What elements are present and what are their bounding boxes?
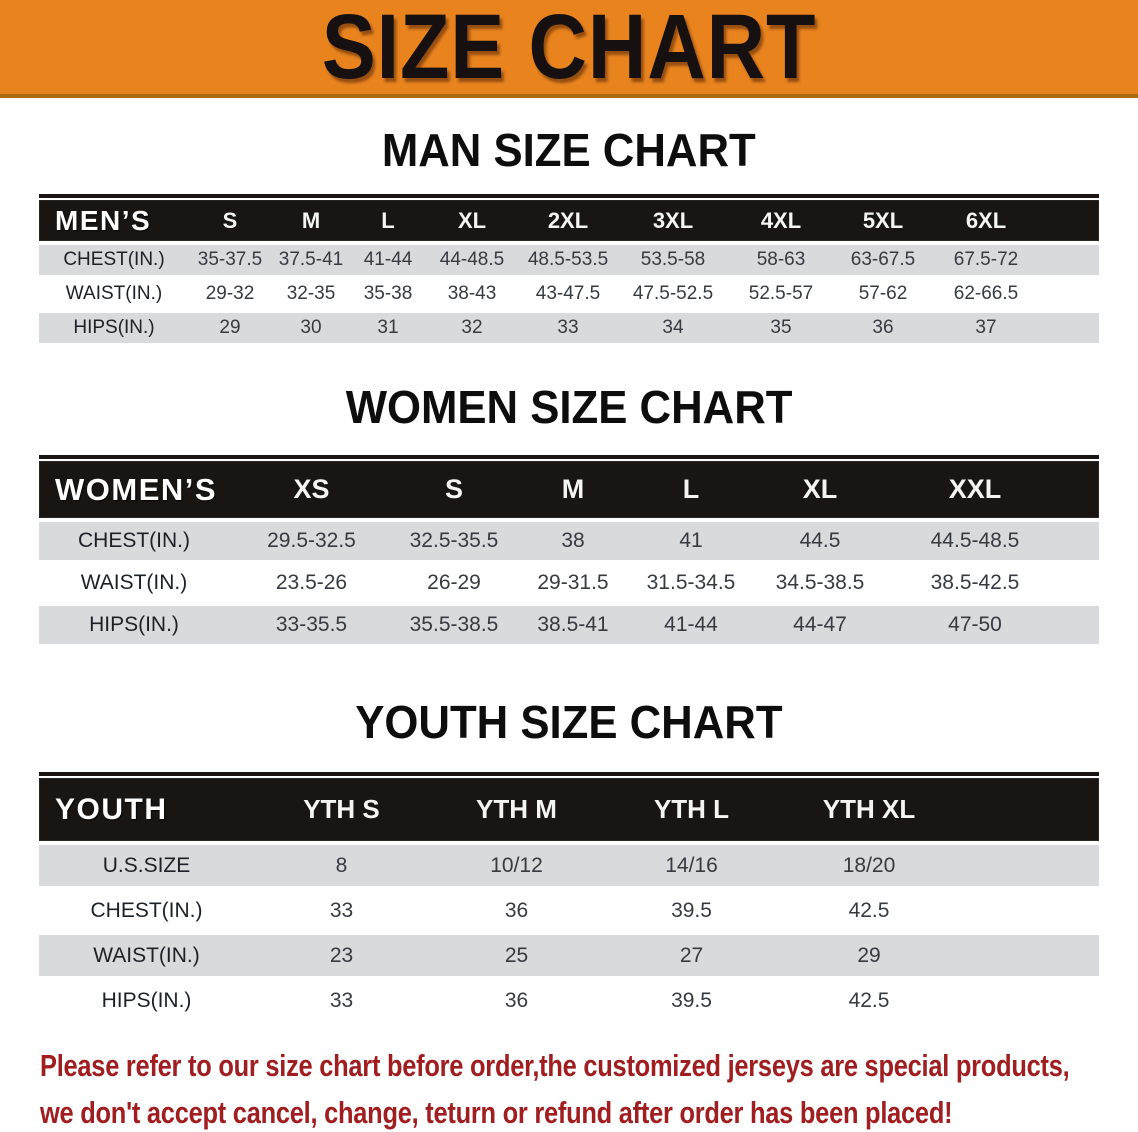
size-column-header: XL [802,474,838,504]
table-cell: 41-44 [363,249,413,270]
table-cell: 43-47.5 [535,283,601,304]
size-column-header: 3XL [652,207,694,233]
table-cell: 41 [679,529,703,552]
table-header-label: YOUTH [55,792,168,826]
size-column-header: 2XL [547,207,589,233]
table-cell: 36 [504,898,529,922]
disclaimer-line-1-text: Please refer to our size chart before order,the customized jerseys are special products, [40,1048,1070,1083]
table-cell: 25 [504,943,529,967]
size-column-header: YTH XL [822,794,916,824]
table-cell: 52.5-57 [748,283,814,304]
table-cell: 53.5-58 [640,249,706,270]
youth-size-chart-section [0,698,1138,1021]
youth-chart-heading [0,698,1138,746]
row-label: HIPS(IN.) [101,988,192,1012]
table-cell: 31 [377,317,399,338]
table-cell: 44.5 [799,529,841,552]
table-cell: 44-47 [793,613,847,636]
table-cell: 32-35 [286,283,336,304]
size-column-header: M [561,474,585,504]
size-column-header: YTH S [303,794,380,824]
size-column-header: S [444,474,463,504]
size-table-header-row [39,461,1099,518]
table-cell: 33 [329,898,354,922]
table-cell: 27 [679,943,704,967]
size-column-header: S [222,207,238,233]
size-column-header: M [301,207,321,233]
table-cell: 34 [662,317,684,338]
disclaimer-line-1 [40,1045,1138,1092]
table-cell: 44.5-48.5 [930,529,1020,552]
table-row [39,890,1099,931]
table-row [39,935,1099,976]
table-cell: 34.5-38.5 [775,571,865,594]
youth-size-table [39,772,1099,1021]
table-cell: 33 [329,988,354,1012]
table-cell: 31.5-34.5 [646,571,736,594]
men-chart-heading-text: MAN SIZE CHART [382,124,756,176]
table-row [39,564,1099,602]
table-cell: 57-62 [858,283,908,304]
men-chart-heading [0,126,1138,174]
table-cell: 8 [335,853,348,877]
table-row [39,313,1099,343]
table-cell: 42.5 [848,988,890,1012]
table-cell: 23.5-26 [275,571,348,594]
row-label: WAIST(IN.) [65,283,163,304]
row-label: U.S.SIZE [102,853,191,877]
table-cell: 29 [857,943,881,967]
table-cell: 10/12 [490,853,543,877]
table-cell: 41-44 [664,613,718,636]
table-cell: 38 [561,529,585,552]
table-cell: 47-50 [948,613,1002,636]
men-size-table [39,194,1099,343]
table-cell: 38.5-42.5 [930,571,1020,594]
table-row [39,245,1099,275]
table-cell: 37 [975,317,997,338]
table-cell: 30 [300,317,322,338]
table-cell: 35 [770,317,792,338]
size-column-header: 5XL [862,207,904,233]
size-column-header: YTH M [476,794,557,824]
table-cell: 33-35.5 [275,613,348,636]
women-size-chart-section [0,383,1138,644]
table-cell: 38-43 [447,283,497,304]
table-cell: 62-66.5 [953,283,1019,304]
table-cell: 42.5 [848,898,890,922]
size-column-header: 4XL [760,207,802,233]
table-cell: 14/16 [665,853,718,877]
women-chart-heading [0,383,1138,431]
row-label: CHEST(IN.) [90,898,203,922]
table-cell: 63-67.5 [850,249,916,270]
table-row [39,606,1099,644]
table-cell: 37.5-41 [278,249,344,270]
table-cell: 36 [872,317,894,338]
table-cell: 39.5 [671,898,712,922]
disclaimer-text [0,1045,1138,1132]
table-cell: 35.5-38.5 [409,613,499,636]
banner-title: SIZE CHART [321,0,817,98]
table-cell: 29-32 [205,283,255,304]
size-table-header-row [39,200,1099,241]
table-row [39,980,1099,1021]
youth-chart-heading-text: YOUTH SIZE CHART [355,696,783,748]
table-cell: 36 [504,988,529,1012]
table-cell: 48.5-53.5 [527,249,609,270]
table-header-label: MEN’S [55,204,152,236]
row-label: CHEST(IN.) [78,529,190,552]
table-cell: 32.5-35.5 [409,529,499,552]
table-cell: 29.5-32.5 [267,529,356,552]
size-column-header: L [381,207,395,233]
table-cell: 23 [329,943,354,967]
table-cell: 29-31.5 [537,571,609,594]
row-label: WAIST(IN.) [80,571,188,594]
table-cell: 38.5-41 [537,613,609,636]
row-label: WAIST(IN.) [93,943,200,967]
table-cell: 35-37.5 [197,249,263,270]
table-cell: 18/20 [842,853,896,877]
table-cell: 67.5-72 [953,249,1019,270]
disclaimer-line-2 [40,1092,1138,1132]
size-column-header: L [682,474,700,504]
size-chart-banner [0,0,1138,98]
table-header-label: WOMEN’S [55,471,218,507]
table-row [39,522,1099,560]
table-cell: 58-63 [756,249,806,270]
table-cell: 33 [557,317,579,338]
row-label: CHEST(IN.) [63,249,165,270]
size-column-header: XXL [948,474,1002,504]
table-cell: 29 [219,317,241,338]
women-size-table [39,455,1099,644]
table-cell: 32 [461,317,483,338]
men-size-chart-section [0,126,1138,343]
table-row [39,279,1099,309]
size-table-header-row [39,778,1099,841]
table-cell: 26-29 [427,571,481,594]
row-label: HIPS(IN.) [73,317,155,338]
table-cell: 39.5 [671,988,712,1012]
table-cell: 44-48.5 [439,249,505,270]
women-chart-heading-text: WOMEN SIZE CHART [345,381,793,433]
size-column-header: XL [457,207,487,233]
table-cell: 47.5-52.5 [632,283,714,304]
row-label: HIPS(IN.) [89,613,179,636]
table-cell: 35-38 [363,283,413,304]
disclaimer-line-2-text: we don't accept cancel, change, teturn or refund after order has been placed! [40,1095,953,1130]
size-column-header: XS [293,474,330,504]
size-column-header: YTH L [653,794,730,824]
size-column-header: 6XL [965,207,1007,233]
table-row [39,845,1099,886]
